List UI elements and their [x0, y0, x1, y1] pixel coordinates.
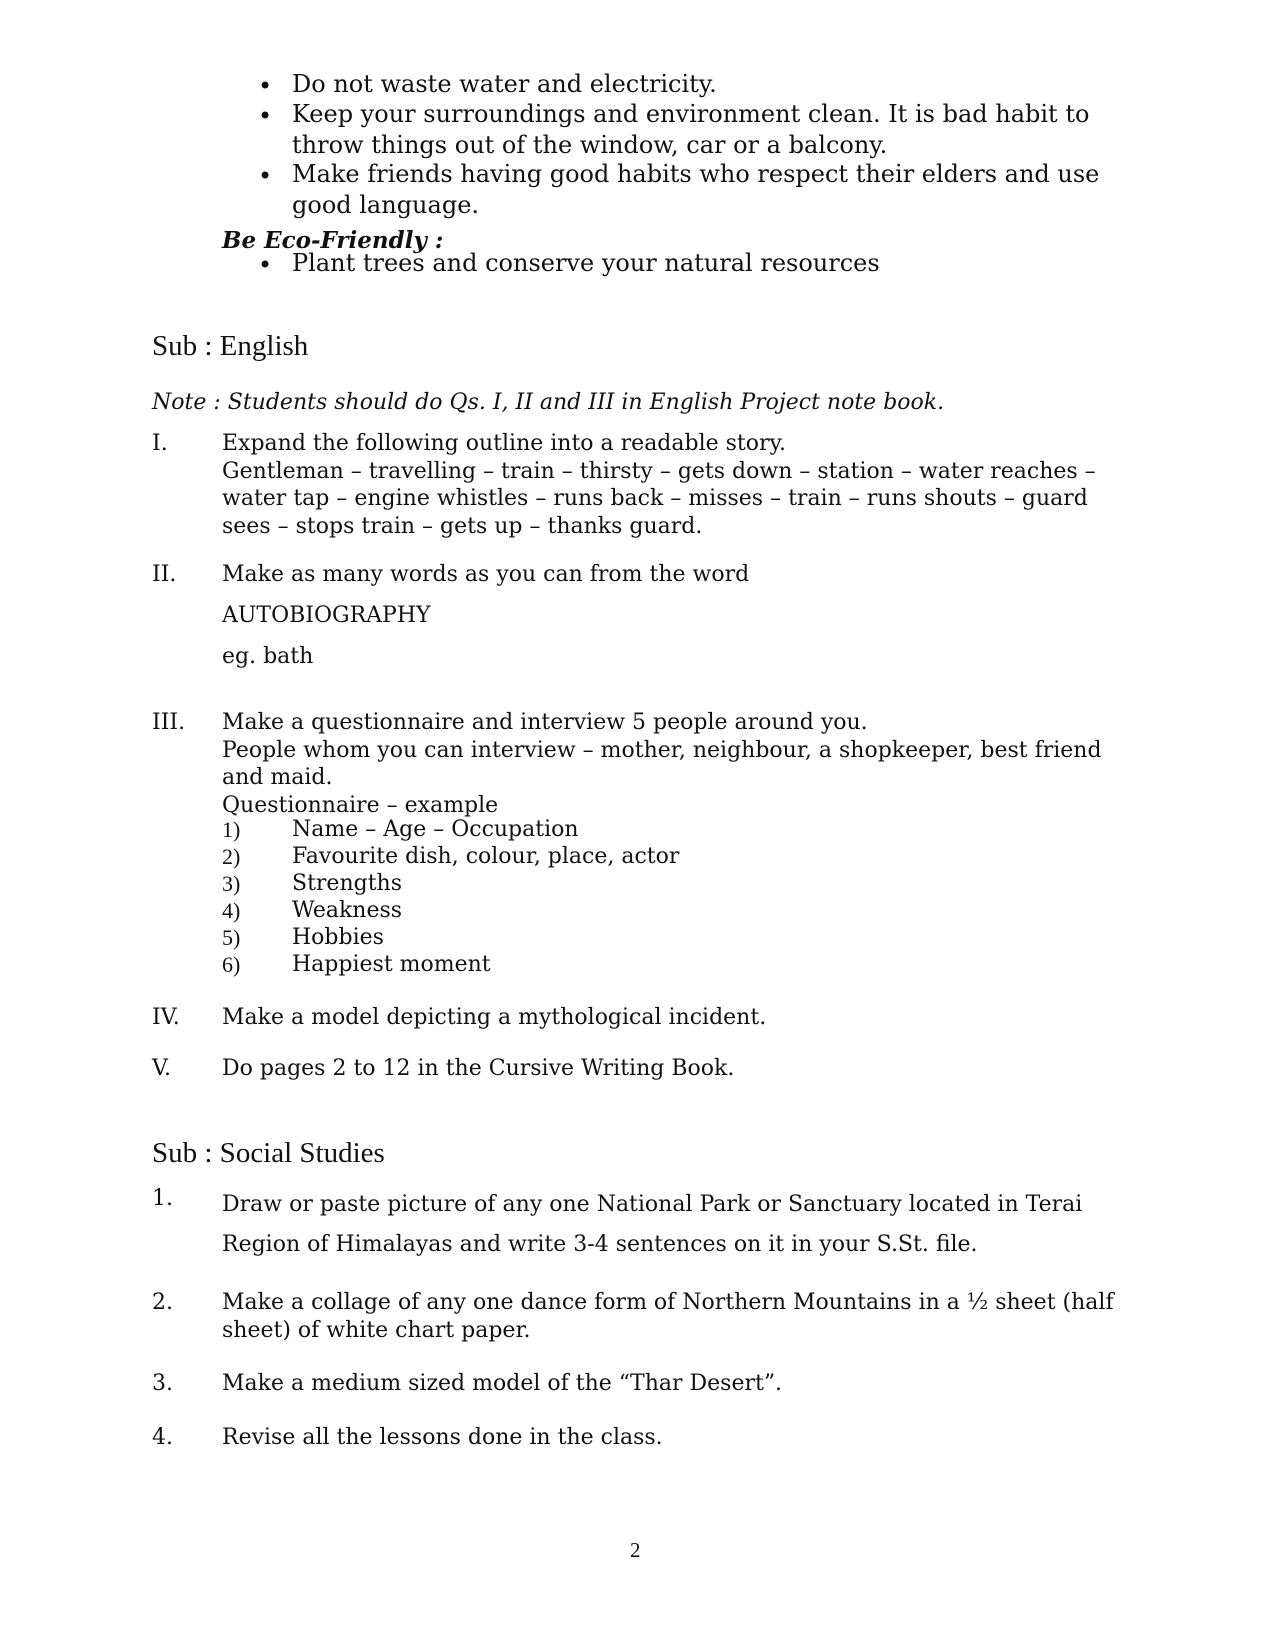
question-number: 2.: [152, 1290, 173, 1315]
list-item-number: 2): [222, 844, 241, 869]
question-number: 1.: [152, 1186, 173, 1211]
eco-friendly-heading: Be Eco-Friendly :: [222, 227, 444, 254]
bullet-icon: •: [258, 102, 273, 130]
text-line: Make a questionnaire and interview 5 people around you.: [222, 710, 868, 735]
sst-question-2: [222, 1289, 1142, 1344]
question-number: II.: [152, 562, 177, 587]
text-line: sees – stops train – gets up – thanks guard.: [222, 514, 703, 540]
text-line: Draw or paste picture of any one National Park or Sanctuary located in Terai: [222, 1192, 1083, 1217]
list-item-number: 4): [222, 898, 241, 923]
text-line: sheet) of white chart paper.: [222, 1317, 531, 1343]
english-question-3: [222, 709, 1142, 820]
english-question-4: Make a model depicting a mythological incident.: [222, 1005, 767, 1030]
list-item: Weakness: [292, 898, 403, 923]
habit-bullet-2: Keep your surroundings and environment clean. It is bad habit to throw things out of the window, car or a balcony.: [292, 100, 1090, 159]
list-item: Favourite dish, colour, place, actor: [292, 844, 680, 869]
list-item: Hobbies: [292, 925, 384, 950]
list-item-number: 1): [222, 817, 241, 842]
page-number: 2: [630, 1538, 641, 1562]
english-note: Note : Students should do Qs. I, II and III in English Project note book.: [152, 390, 945, 415]
list-item: Name – Age – Occupation: [292, 817, 579, 842]
habit-bullet-1: Do not waste water and electricity.: [292, 70, 717, 98]
sst-question-3: Make a medium sized model of the “Thar Desert”.: [222, 1371, 783, 1396]
question-number: IV.: [152, 1005, 180, 1030]
list-item-number: 5): [222, 925, 241, 950]
question-number: 3.: [152, 1371, 173, 1396]
list-item: Strengths: [292, 871, 402, 896]
question-number: I.: [152, 431, 168, 456]
english-question-2-text: Make as many words as you can from the word: [222, 562, 750, 587]
bullet-icon: •: [258, 251, 273, 279]
text-line: Expand the following outline into a readable story.: [222, 431, 787, 456]
sst-question-4: Revise all the lessons done in the class.: [222, 1425, 663, 1450]
habit-bullet-3: Make friends having good habits who respect their elders and use good language.: [292, 160, 1100, 219]
text-line: and maid.: [222, 765, 333, 791]
text-line: Region of Himalayas and write 3-4 sentences on it in your S.St. file.: [222, 1232, 978, 1257]
question-number: V.: [152, 1056, 172, 1081]
text-line: People whom you can interview – mother, neighbour, a shopkeeper, best friend: [222, 737, 1102, 763]
list-item: Happiest moment: [292, 952, 491, 977]
question-number: III.: [152, 710, 186, 735]
bullet-icon: •: [258, 72, 273, 100]
text-line: Gentleman – travelling – train – thirsty – gets down – station – water reaches –: [222, 458, 1096, 484]
sst-question-1: [222, 1185, 1142, 1265]
text-line: Make a collage of any one dance form of Northern Mountains in a ½ sheet (half: [222, 1290, 1114, 1315]
english-heading: Sub : English: [152, 330, 309, 362]
english-question-1: [222, 430, 1142, 541]
text-line: Questionnaire – example: [222, 793, 499, 819]
english-question-2-example: eg. bath: [222, 644, 314, 669]
english-question-5: Do pages 2 to 12 in the Cursive Writing Book.: [222, 1056, 735, 1081]
bullet-icon: •: [258, 162, 273, 190]
text-line: water tap – engine whistles – runs back – misses – train – runs shouts – guard: [222, 486, 1088, 512]
list-item-number: 6): [222, 952, 241, 977]
social-studies-heading: Sub : Social Studies: [152, 1137, 385, 1169]
eco-bullet: Plant trees and conserve your natural resources: [292, 249, 880, 277]
english-question-2-word: AUTOBIOGRAPHY: [222, 603, 431, 628]
question-number: 4.: [152, 1425, 173, 1450]
list-item-number: 3): [222, 871, 241, 896]
